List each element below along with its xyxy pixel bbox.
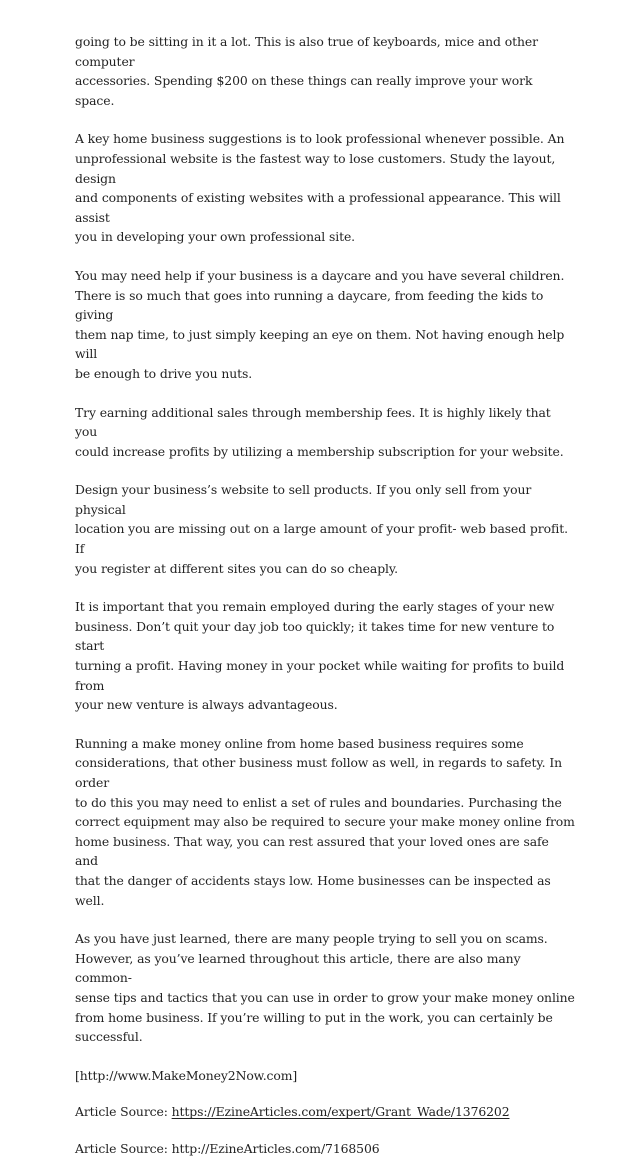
paragraph-daycare-help: [75, 266, 575, 384]
text-line: business. Don’t quit your day job too quickly; it takes time for new venture to start: [75, 618, 555, 654]
article-source-url: Article Source: http://EzineArticles.com/7168506: [75, 1140, 380, 1156]
text-line: sense tips and tactics that you can use in order to grow your make money online: [75, 989, 575, 1005]
text-line: A key home business suggestions is to look professional whenever possible. An: [75, 131, 565, 147]
text-line: successful.: [75, 1029, 143, 1045]
text-line: location you are missing out on a large amount of your profit- web based profit. If: [75, 521, 569, 557]
text-line: turning a profit. Having money in your pocket while waiting for profits to build from: [75, 658, 565, 693]
paragraph-computer-accessories: [75, 32, 575, 110]
text-line: Running a make money online from home based business requires some: [75, 735, 524, 751]
site-reference: [http://www.MakeMoney2Now.com]: [75, 1067, 298, 1083]
text-line: However, as you’ve learned throughout this article, there are also many common-: [75, 950, 521, 986]
text-line: from home business. If you’re willing to put in the work, you can certainly be: [75, 1009, 553, 1025]
text-line: to do this you may need to enlist a set of rules and boundaries. Purchasing the: [75, 794, 562, 810]
text-line: As you have just learned, there are many people trying to sell you on scams.: [75, 931, 548, 947]
text-line: Try earning additional sales through membership fees. It is highly likely that you: [75, 404, 551, 440]
source-label: Article Source:: [75, 1104, 172, 1120]
paragraph-conclusion: [75, 929, 575, 1047]
paragraph-membership-fees: [75, 403, 575, 462]
text-line: accessories. Spending $200 on these things can really improve your work space.: [75, 73, 533, 108]
paragraph-website-products: [75, 480, 575, 578]
article-body: [75, 32, 575, 1159]
text-line: could increase profits by utilizing a membership subscription for your website.: [75, 443, 564, 459]
text-line: going to be sitting in it a lot. This is also true of keyboards, mice and other computer: [75, 34, 538, 69]
text-line: you register at different sites you can do so cheaply.: [75, 560, 398, 576]
article-source-author: [75, 1102, 575, 1122]
text-line: There is so much that goes into running a daycare, from feeding the kids to giving: [75, 287, 544, 323]
text-line: your new venture is always advantageous.: [75, 697, 338, 713]
text-line: It is important that you remain employed during the early stages of your new: [75, 599, 555, 615]
article-page: [75, 32, 575, 1176]
text-line: them nap time, to just simply keeping an eye on them. Not having enough help will: [75, 326, 565, 362]
text-line: home business. That way, you can rest assured that your loved ones are safe and: [75, 833, 549, 869]
text-line: you in developing your own professional site.: [75, 229, 356, 245]
text-line: correct equipment may also be required to secure your make money online from: [75, 814, 575, 830]
author-profile-link[interactable]: https://EzineArticles.com/expert/Grant_Wade/1376202: [171, 1104, 510, 1120]
paragraph-remain-employed: [75, 597, 575, 715]
paragraph-safety: [75, 734, 575, 910]
text-line: Design your business’s website to sell products. If you only sell from your physical: [75, 482, 532, 517]
text-line: that the danger of accidents stays low. Home businesses can be inspected as well.: [75, 872, 551, 908]
text-line: and components of existing websites with a professional appearance. This will assist: [75, 190, 561, 225]
text-line: unprofessional website is the fastest way to lose customers. Study the layout, design: [75, 150, 556, 186]
paragraph-look-professional: [75, 129, 575, 247]
text-line: You may need help if your business is a daycare and you have several children.: [75, 267, 565, 283]
text-line: be enough to drive you nuts.: [75, 365, 253, 381]
text-line: considerations, that other business must follow as well, in regards to safety. In order: [75, 755, 563, 790]
